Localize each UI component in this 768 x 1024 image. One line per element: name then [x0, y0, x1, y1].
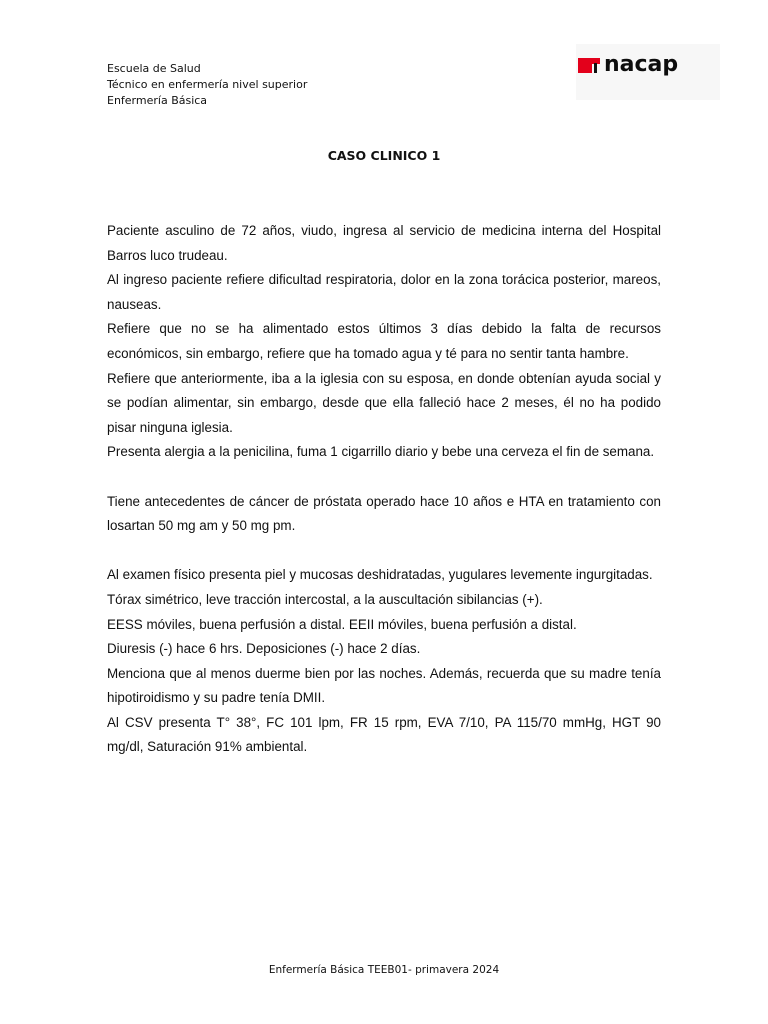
inacap-logo [576, 44, 720, 100]
paragraph-admission-symptoms: Al ingreso paciente refiere dificultad respiratoria, dolor en la zona torácica posterior, mareos, nauseas. [107, 272, 661, 312]
inacap-logo-mark-icon [578, 58, 600, 73]
paragraph-history: Tiene antecedentes de cáncer de próstata operado hace 10 años e HTA en tratamiento con losartan 50 mg am y 50 mg pm. [107, 493, 661, 534]
paragraph-gap [107, 539, 661, 564]
inacap-logo-text: nacap [604, 52, 679, 77]
case-body [107, 219, 661, 760]
paragraph-patient-intro: Paciente asculino de 72 años, viudo, ingresa al servicio de medicina interna del Hospital Barros luco trudeau. [107, 223, 661, 263]
paragraph-thorax: Tórax simétrico, leve tracción intercostal, a la auscultación sibilancias (+). [107, 591, 543, 607]
document-header [107, 61, 307, 109]
paragraph-vital-signs: Al CSV presenta T° 38°, FC 101 lpm, FR 15 rpm, EVA 7/10, PA 115/70 mmHg, HGT 90 mg/dl, Saturación 91% ambiental. [107, 714, 661, 755]
document-footer: Enfermería Básica TEEB01- primavera 2024 [268, 964, 500, 976]
paragraph-sleep-family: Menciona que al menos duerme bien por las noches. Además, recuerda que su madre tenía hipotiroidismo y su padre tenía DMII. [107, 665, 661, 706]
header-course: Enfermería Básica [107, 94, 208, 107]
paragraph-physical-exam: Al examen físico presenta piel y mucosas deshidratadas, yugulares levemente ingurgitadas. [107, 567, 653, 583]
paragraph-gap [107, 465, 661, 490]
paragraph-elimination: Diuresis (-) hace 6 hrs. Deposiciones (-) hace 2 días. [107, 641, 421, 657]
paragraph-social-context: Refiere que anteriormente, iba a la iglesia con su esposa, en donde obtenían ayuda social y se podían alimentar, sin embargo, desde que ella falleció hace 2 meses, él no ha podido pisar ninguna iglesia. [107, 370, 661, 435]
header-program: Técnico en enfermería nivel superior [107, 78, 308, 91]
paragraph-allergies-habits: Presenta alergia a la penicilina, fuma 1 cigarrillo diario y bebe una cerveza el fin de semana. [107, 444, 655, 460]
document-title: CASO CLINICO 1 [327, 148, 441, 163]
header-school: Escuela de Salud [107, 62, 201, 75]
paragraph-extremities: EESS móviles, buena perfusión a distal. EEII móviles, buena perfusión a distal. [107, 616, 577, 632]
paragraph-nutrition: Refiere que no se ha alimentado estos últimos 3 días debido la falta de recursos económicos, sin embargo, refiere que ha tomado agua y té para no sentir tanta hambre. [107, 321, 661, 361]
